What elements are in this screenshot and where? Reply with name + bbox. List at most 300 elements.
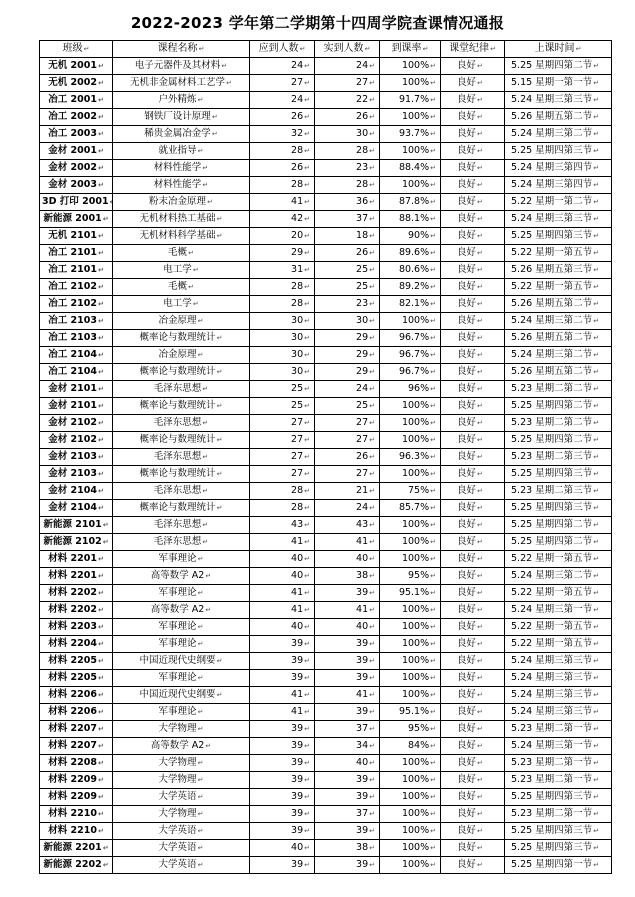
cell-class-time: 5.26 星期五第三节 ↵	[505, 262, 612, 279]
cell-expected-count: 27 ↵	[250, 432, 315, 449]
cell-course-name: 大学物理 ↵	[113, 755, 250, 772]
cell-course-name: 大学物理 ↵	[113, 806, 250, 823]
cell-class-time: 5.22 星期一第五节 ↵	[505, 619, 612, 636]
cell-expected-count: 30 ↵	[250, 347, 315, 364]
cell-attendance-rate: 100% ↵	[380, 109, 441, 126]
cell-discipline: 良好 ↵	[441, 194, 505, 211]
cell-class-time: 5.25 星期四第二节 ↵	[505, 534, 612, 551]
cell-discipline: 良好 ↵	[441, 330, 505, 347]
cell-attendance-rate: 100% ↵	[380, 670, 441, 687]
cell-discipline: 良好 ↵	[441, 823, 505, 840]
cell-class: 金材 2001 ↵	[40, 143, 113, 160]
cell-attendance-rate: 100% ↵	[380, 619, 441, 636]
cell-attendance-rate: 75% ↵	[380, 483, 441, 500]
table-row	[40, 619, 612, 636]
cell-class-time: 5.23 星期二第一节 ↵	[505, 721, 612, 738]
table-row	[40, 262, 612, 279]
cell-class-time: 5.25 星期四第三节 ↵	[505, 143, 612, 160]
table-row	[40, 857, 612, 874]
cell-actual-count: 26 ↵	[315, 109, 380, 126]
cell-discipline: 良好 ↵	[441, 755, 505, 772]
cell-course-name: 材料性能学 ↵	[113, 160, 250, 177]
cell-actual-count: 26 ↵	[315, 449, 380, 466]
cell-class-time: 5.23 星期二第一节 ↵	[505, 806, 612, 823]
cell-class: 无机 2101 ↵	[40, 228, 113, 245]
cell-class-time: 5.25 星期四第三节 ↵	[505, 228, 612, 245]
cell-course-name: 概率论与数理统计 ↵	[113, 466, 250, 483]
cell-expected-count: 39 ↵	[250, 636, 315, 653]
cell-attendance-rate: 100% ↵	[380, 857, 441, 874]
cell-course-name: 毛泽东思想 ↵	[113, 449, 250, 466]
cell-class: 金材 2101 ↵	[40, 398, 113, 415]
cell-actual-count: 41 ↵	[315, 534, 380, 551]
cell-class-time: 5.23 星期二第二节 ↵	[505, 381, 612, 398]
cell-course-name: 概率论与数理统计 ↵	[113, 398, 250, 415]
cell-class: 冶工 2002 ↵	[40, 109, 113, 126]
cell-class: 材料 2210 ↵	[40, 806, 113, 823]
cell-class: 冶工 2001 ↵	[40, 92, 113, 109]
cell-class: 金材 2102 ↵	[40, 415, 113, 432]
cell-expected-count: 41 ↵	[250, 585, 315, 602]
cell-discipline: 良好 ↵	[441, 177, 505, 194]
cell-class: 材料 2207 ↵	[40, 738, 113, 755]
cell-course-name: 钢铁厂设计原理 ↵	[113, 109, 250, 126]
cell-actual-count: 25 ↵	[315, 398, 380, 415]
cell-actual-count: 27 ↵	[315, 432, 380, 449]
table-row	[40, 347, 612, 364]
cell-discipline: 良好 ↵	[441, 857, 505, 874]
cell-actual-count: 40 ↵	[315, 551, 380, 568]
cell-expected-count: 27 ↵	[250, 75, 315, 92]
cell-attendance-rate: 88.1% ↵	[380, 211, 441, 228]
cell-expected-count: 29 ↵	[250, 245, 315, 262]
cell-discipline: 良好 ↵	[441, 449, 505, 466]
cell-class-time: 5.22 星期一第二节 ↵	[505, 194, 612, 211]
table-row	[40, 364, 612, 381]
cell-course-name: 军事理论 ↵	[113, 636, 250, 653]
cell-class: 新能源 2201 ↵	[40, 840, 113, 857]
table-row	[40, 653, 612, 670]
cell-class-time: 5.22 星期一第五节 ↵	[505, 636, 612, 653]
cell-course-name: 大学英语 ↵	[113, 840, 250, 857]
cell-class-time: 5.22 星期一第五节 ↵	[505, 551, 612, 568]
cell-actual-count: 27 ↵	[315, 75, 380, 92]
cell-attendance-rate: 100% ↵	[380, 517, 441, 534]
header-class-time: 上课时间 ↵	[505, 41, 612, 58]
cell-class: 新能源 2102 ↵	[40, 534, 113, 551]
cell-class-time: 5.25 星期四第二节 ↵	[505, 517, 612, 534]
cell-discipline: 良好 ↵	[441, 313, 505, 330]
cell-class-time: 5.22 星期一第五节 ↵	[505, 279, 612, 296]
cell-class-time: 5.24 星期三第三节 ↵	[505, 92, 612, 109]
table-row	[40, 109, 612, 126]
cell-course-name: 军事理论 ↵	[113, 704, 250, 721]
cell-actual-count: 29 ↵	[315, 347, 380, 364]
cell-actual-count: 39 ↵	[315, 704, 380, 721]
cell-actual-count: 39 ↵	[315, 653, 380, 670]
table-row	[40, 517, 612, 534]
table-row	[40, 687, 612, 704]
cell-attendance-rate: 96.7% ↵	[380, 330, 441, 347]
cell-course-name: 概率论与数理统计 ↵	[113, 500, 250, 517]
cell-class-time: 5.24 星期三第三节 ↵	[505, 653, 612, 670]
cell-expected-count: 28 ↵	[250, 500, 315, 517]
cell-discipline: 良好 ↵	[441, 347, 505, 364]
cell-class-time: 5.24 星期三第一节 ↵	[505, 738, 612, 755]
table-row	[40, 279, 612, 296]
cell-actual-count: 41 ↵	[315, 602, 380, 619]
table-row	[40, 585, 612, 602]
cell-course-name: 毛泽东思想 ↵	[113, 483, 250, 500]
cell-course-name: 中国近现代史纲要 ↵	[113, 687, 250, 704]
cell-class-time: 5.23 星期二第二节 ↵	[505, 415, 612, 432]
cell-discipline: 良好 ↵	[441, 585, 505, 602]
cell-course-name: 粉末冶金原理 ↵	[113, 194, 250, 211]
cell-expected-count: 20 ↵	[250, 228, 315, 245]
cell-actual-count: 34 ↵	[315, 738, 380, 755]
cell-course-name: 大学物理 ↵	[113, 721, 250, 738]
table-row	[40, 738, 612, 755]
cell-attendance-rate: 100% ↵	[380, 602, 441, 619]
table-row	[40, 840, 612, 857]
cell-class-time: 5.15 星期一第一节 ↵	[505, 75, 612, 92]
cell-class: 材料 2209 ↵	[40, 789, 113, 806]
cell-expected-count: 27 ↵	[250, 466, 315, 483]
cell-attendance-rate: 100% ↵	[380, 636, 441, 653]
cell-class: 材料 2206 ↵	[40, 687, 113, 704]
cell-discipline: 良好 ↵	[441, 738, 505, 755]
cell-actual-count: 24 ↵	[315, 58, 380, 75]
table-row	[40, 126, 612, 143]
cell-expected-count: 39 ↵	[250, 653, 315, 670]
cell-expected-count: 25 ↵	[250, 381, 315, 398]
cell-actual-count: 29 ↵	[315, 364, 380, 381]
cell-expected-count: 42 ↵	[250, 211, 315, 228]
cell-discipline: 良好 ↵	[441, 466, 505, 483]
cell-actual-count: 28 ↵	[315, 143, 380, 160]
cell-class: 金材 2104 ↵	[40, 500, 113, 517]
table-row	[40, 58, 612, 75]
cell-attendance-rate: 93.7% ↵	[380, 126, 441, 143]
cell-discipline: 良好 ↵	[441, 58, 505, 75]
table-row	[40, 296, 612, 313]
cell-attendance-rate: 82.1% ↵	[380, 296, 441, 313]
cell-class: 材料 2208 ↵	[40, 755, 113, 772]
cell-expected-count: 28 ↵	[250, 296, 315, 313]
cell-discipline: 良好 ↵	[441, 228, 505, 245]
cell-discipline: 良好 ↵	[441, 415, 505, 432]
cell-discipline: 良好 ↵	[441, 653, 505, 670]
cell-attendance-rate: 95.1% ↵	[380, 704, 441, 721]
table-row	[40, 160, 612, 177]
cell-course-name: 高等数学 A2 ↵	[113, 602, 250, 619]
table-row	[40, 398, 612, 415]
cell-class: 冶工 2104 ↵	[40, 347, 113, 364]
cell-discipline: 良好 ↵	[441, 602, 505, 619]
cell-course-name: 中国近现代史纲要 ↵	[113, 653, 250, 670]
cell-class-time: 5.26 星期五第二节 ↵	[505, 296, 612, 313]
cell-expected-count: 40 ↵	[250, 619, 315, 636]
header-course-name: 课程名称 ↵	[113, 41, 250, 58]
cell-discipline: 良好 ↵	[441, 92, 505, 109]
cell-expected-count: 25 ↵	[250, 398, 315, 415]
table-row	[40, 568, 612, 585]
cell-course-name: 大学英语 ↵	[113, 789, 250, 806]
cell-discipline: 良好 ↵	[441, 381, 505, 398]
cell-actual-count: 27 ↵	[315, 466, 380, 483]
cell-discipline: 良好 ↵	[441, 772, 505, 789]
cell-attendance-rate: 100% ↵	[380, 789, 441, 806]
cell-class-time: 5.26 星期五第二节 ↵	[505, 109, 612, 126]
table-row	[40, 704, 612, 721]
table-row	[40, 772, 612, 789]
cell-class-time: 5.25 星期四第二节 ↵	[505, 398, 612, 415]
cell-actual-count: 37 ↵	[315, 211, 380, 228]
cell-class-time: 5.23 星期二第一节 ↵	[505, 772, 612, 789]
header-row	[40, 41, 612, 58]
cell-expected-count: 40 ↵	[250, 568, 315, 585]
cell-actual-count: 28 ↵	[315, 177, 380, 194]
cell-attendance-rate: 85.7% ↵	[380, 500, 441, 517]
cell-course-name: 大学英语 ↵	[113, 857, 250, 874]
cell-class-time: 5.24 星期三第二节 ↵	[505, 313, 612, 330]
cell-class: 冶工 2101 ↵	[40, 245, 113, 262]
cell-class: 无机 2002 ↵	[40, 75, 113, 92]
cell-course-name: 电工学 ↵	[113, 296, 250, 313]
cell-course-name: 毛泽东思想 ↵	[113, 415, 250, 432]
cell-actual-count: 21 ↵	[315, 483, 380, 500]
cell-expected-count: 41 ↵	[250, 704, 315, 721]
cell-expected-count: 24 ↵	[250, 58, 315, 75]
cell-actual-count: 24 ↵	[315, 500, 380, 517]
cell-course-name: 户外精炼 ↵	[113, 92, 250, 109]
cell-attendance-rate: 100% ↵	[380, 755, 441, 772]
cell-discipline: 良好 ↵	[441, 619, 505, 636]
cell-expected-count: 26 ↵	[250, 160, 315, 177]
cell-course-name: 电子元器件及其材料 ↵	[113, 58, 250, 75]
header-actual-count: 实到人数 ↵	[315, 41, 380, 58]
cell-discipline: 良好 ↵	[441, 670, 505, 687]
header-expected-count: 应到人数 ↵	[250, 41, 315, 58]
cell-class-time: 5.24 星期三第三节 ↵	[505, 211, 612, 228]
cell-discipline: 良好 ↵	[441, 364, 505, 381]
cell-attendance-rate: 100% ↵	[380, 466, 441, 483]
cell-class: 材料 2205 ↵	[40, 653, 113, 670]
cell-attendance-rate: 89.6% ↵	[380, 245, 441, 262]
cell-class-time: 5.24 星期三第四节 ↵	[505, 177, 612, 194]
cell-course-name: 军事理论 ↵	[113, 670, 250, 687]
table-row	[40, 823, 612, 840]
cell-discipline: 良好 ↵	[441, 160, 505, 177]
cell-class-time: 5.25 星期四第三节 ↵	[505, 466, 612, 483]
cell-class-time: 5.25 星期四第一节 ↵	[505, 857, 612, 874]
cell-actual-count: 37 ↵	[315, 806, 380, 823]
cell-course-name: 稀贵金属冶金学 ↵	[113, 126, 250, 143]
cell-class: 金材 2101 ↵	[40, 381, 113, 398]
cell-actual-count: 40 ↵	[315, 619, 380, 636]
cell-class-time: 5.24 星期三第三节 ↵	[505, 670, 612, 687]
cell-expected-count: 39 ↵	[250, 755, 315, 772]
cell-actual-count: 43 ↵	[315, 517, 380, 534]
cell-class-time: 5.25 星期四第二节 ↵	[505, 432, 612, 449]
cell-actual-count: 18 ↵	[315, 228, 380, 245]
table-row	[40, 381, 612, 398]
cell-actual-count: 41 ↵	[315, 687, 380, 704]
table-row	[40, 177, 612, 194]
table-row	[40, 245, 612, 262]
table-row	[40, 602, 612, 619]
cell-course-name: 就业指导 ↵	[113, 143, 250, 160]
cell-class: 冶工 2102 ↵	[40, 296, 113, 313]
table-row	[40, 432, 612, 449]
cell-discipline: 良好 ↵	[441, 721, 505, 738]
cell-expected-count: 39 ↵	[250, 806, 315, 823]
cell-class: 金材 2003 ↵	[40, 177, 113, 194]
cell-discipline: 良好 ↵	[441, 806, 505, 823]
table-row	[40, 313, 612, 330]
cell-class: 冶工 2003 ↵	[40, 126, 113, 143]
cell-course-name: 毛概 ↵	[113, 245, 250, 262]
table-row	[40, 636, 612, 653]
cell-expected-count: 28 ↵	[250, 143, 315, 160]
table-row	[40, 194, 612, 211]
cell-class: 材料 2203 ↵	[40, 619, 113, 636]
cell-attendance-rate: 95% ↵	[380, 721, 441, 738]
table-row	[40, 755, 612, 772]
cell-actual-count: 39 ↵	[315, 636, 380, 653]
cell-discipline: 良好 ↵	[441, 279, 505, 296]
cell-class: 金材 2104 ↵	[40, 483, 113, 500]
cell-class-time: 5.25 星期四第二节 ↵	[505, 58, 612, 75]
cell-actual-count: 39 ↵	[315, 585, 380, 602]
cell-actual-count: 25 ↵	[315, 279, 380, 296]
table-body	[40, 58, 612, 874]
cell-actual-count: 25 ↵	[315, 262, 380, 279]
cell-class: 冶工 2101 ↵	[40, 262, 113, 279]
table-row	[40, 92, 612, 109]
cell-expected-count: 39 ↵	[250, 772, 315, 789]
cell-discipline: 良好 ↵	[441, 789, 505, 806]
cell-course-name: 概率论与数理统计 ↵	[113, 330, 250, 347]
cell-actual-count: 39 ↵	[315, 670, 380, 687]
cell-attendance-rate: 100% ↵	[380, 432, 441, 449]
cell-course-name: 大学英语 ↵	[113, 823, 250, 840]
cell-class: 无机 2001 ↵	[40, 58, 113, 75]
cell-class-time: 5.25 星期四第三节 ↵	[505, 823, 612, 840]
cell-expected-count: 30 ↵	[250, 364, 315, 381]
cell-discipline: 良好 ↵	[441, 109, 505, 126]
cell-class: 材料 2210 ↵	[40, 823, 113, 840]
cell-discipline: 良好 ↵	[441, 704, 505, 721]
cell-actual-count: 30 ↵	[315, 313, 380, 330]
cell-attendance-rate: 95.1% ↵	[380, 585, 441, 602]
cell-course-name: 大学物理 ↵	[113, 772, 250, 789]
cell-discipline: 良好 ↵	[441, 211, 505, 228]
cell-class-time: 5.22 星期一第五节 ↵	[505, 585, 612, 602]
cell-attendance-rate: 84% ↵	[380, 738, 441, 755]
cell-attendance-rate: 91.7% ↵	[380, 92, 441, 109]
cell-course-name: 冶金原理 ↵	[113, 313, 250, 330]
cell-actual-count: 39 ↵	[315, 789, 380, 806]
cell-class-time: 5.23 星期二第三节 ↵	[505, 449, 612, 466]
cell-class-time: 5.23 星期二第三节 ↵	[505, 483, 612, 500]
cell-attendance-rate: 90% ↵	[380, 228, 441, 245]
cell-discipline: 良好 ↵	[441, 840, 505, 857]
cell-expected-count: 28 ↵	[250, 177, 315, 194]
cell-discipline: 良好 ↵	[441, 517, 505, 534]
cell-actual-count: 29 ↵	[315, 330, 380, 347]
cell-actual-count: 24 ↵	[315, 381, 380, 398]
cell-class: 材料 2202 ↵	[40, 602, 113, 619]
cell-class: 金材 2102 ↵	[40, 432, 113, 449]
cell-actual-count: 22 ↵	[315, 92, 380, 109]
cell-class-time: 5.25 星期四第三节 ↵	[505, 840, 612, 857]
cell-course-name: 无机非金属材料工艺学 ↵	[113, 75, 250, 92]
table-row	[40, 211, 612, 228]
cell-class-time: 5.24 星期三第二节 ↵	[505, 568, 612, 585]
header-discipline: 课堂纪律 ↵	[441, 41, 505, 58]
cell-attendance-rate: 89.2% ↵	[380, 279, 441, 296]
cell-attendance-rate: 96.7% ↵	[380, 347, 441, 364]
cell-class: 材料 2209 ↵	[40, 772, 113, 789]
cell-expected-count: 43 ↵	[250, 517, 315, 534]
table-row	[40, 806, 612, 823]
cell-actual-count: 40 ↵	[315, 755, 380, 772]
cell-attendance-rate: 80.6% ↵	[380, 262, 441, 279]
cell-course-name: 高等数学 A2 ↵	[113, 738, 250, 755]
cell-attendance-rate: 96.3% ↵	[380, 449, 441, 466]
table-row	[40, 551, 612, 568]
cell-attendance-rate: 100% ↵	[380, 772, 441, 789]
cell-course-name: 概率论与数理统计 ↵	[113, 432, 250, 449]
page-title: 2022-2023 学年第二学期第十四周学院查课情况通报	[130, 14, 505, 32]
cell-course-name: 毛泽东思想 ↵	[113, 517, 250, 534]
cell-attendance-rate: 100% ↵	[380, 823, 441, 840]
cell-class: 冶工 2102 ↵	[40, 279, 113, 296]
cell-actual-count: 37 ↵	[315, 721, 380, 738]
cell-actual-count: 39 ↵	[315, 772, 380, 789]
cell-class-time: 5.24 星期三第一节 ↵	[505, 602, 612, 619]
cell-expected-count: 28 ↵	[250, 279, 315, 296]
cell-discipline: 良好 ↵	[441, 483, 505, 500]
cell-attendance-rate: 100% ↵	[380, 653, 441, 670]
cell-class-time: 5.26 星期五第二节 ↵	[505, 330, 612, 347]
table-row	[40, 721, 612, 738]
cell-class-time: 5.24 星期三第四节 ↵	[505, 160, 612, 177]
table-row	[40, 500, 612, 517]
cell-attendance-rate: 88.4% ↵	[380, 160, 441, 177]
cell-expected-count: 27 ↵	[250, 449, 315, 466]
cell-discipline: 良好 ↵	[441, 143, 505, 160]
cell-discipline: 良好 ↵	[441, 500, 505, 517]
cell-expected-count: 32 ↵	[250, 126, 315, 143]
table-row	[40, 483, 612, 500]
cell-class-time: 5.24 星期三第二节 ↵	[505, 347, 612, 364]
cell-course-name: 军事理论 ↵	[113, 551, 250, 568]
cell-class: 材料 2201 ↵	[40, 551, 113, 568]
cell-expected-count: 40 ↵	[250, 840, 315, 857]
cell-actual-count: 38 ↵	[315, 840, 380, 857]
cell-class: 冶工 2103 ↵	[40, 330, 113, 347]
table-row	[40, 670, 612, 687]
cell-attendance-rate: 100% ↵	[380, 398, 441, 415]
table-row	[40, 228, 612, 245]
cell-course-name: 军事理论 ↵	[113, 619, 250, 636]
cell-expected-count: 41 ↵	[250, 194, 315, 211]
cell-actual-count: 23 ↵	[315, 296, 380, 313]
cell-class: 材料 2207 ↵	[40, 721, 113, 738]
cell-discipline: 良好 ↵	[441, 551, 505, 568]
